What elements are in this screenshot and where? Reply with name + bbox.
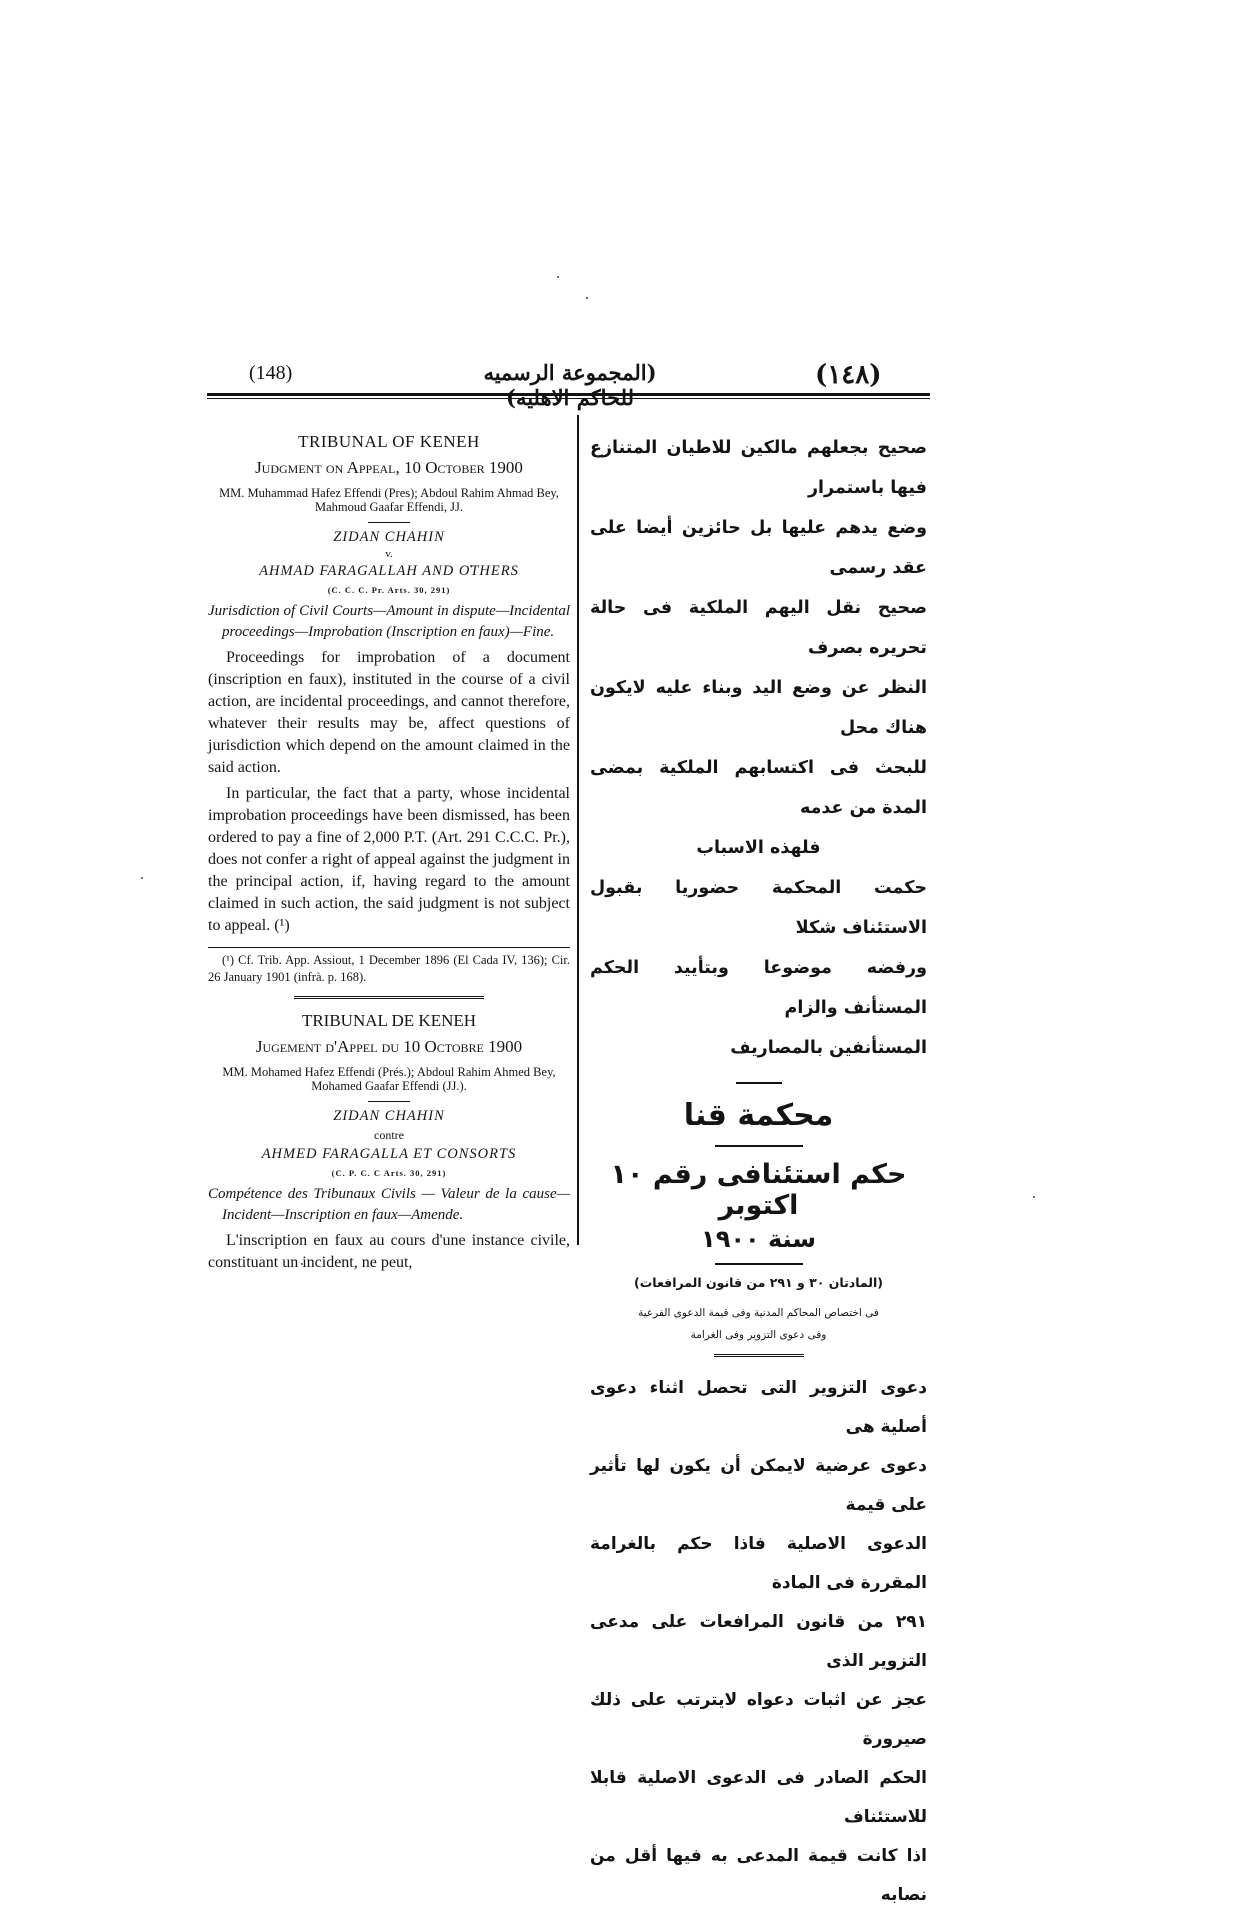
headnote-english: Jurisdiction of Civil Courts—Amount in dispute—Incidental proceedings—Improbation (Inscription en faux)—Fine. (208, 603, 570, 640)
arabic-prev-line: صحيح نقل اليهم الملكية فى حالة تحريره بصرف (590, 598, 927, 658)
scan-speck (1033, 1196, 1035, 1198)
page-number-arabic: (١٤٨) (815, 360, 882, 390)
judgment-date-english: Judgment on Appeal, 10 October 1900 (255, 458, 523, 477)
scan-speck (141, 877, 143, 879)
arabic-subject-2: وفى دعوى التزوير وفى الغرامة (690, 1329, 827, 1341)
arabic-court-title: محكمة قنا (683, 1098, 834, 1133)
contre: contre (374, 1128, 404, 1142)
arabic-prev-line: صحيح بجعلهم مالكين للاطيان المتنازع فيها باستمرار (590, 438, 927, 498)
arabic-rule (715, 1145, 803, 1147)
header-rule (207, 393, 930, 396)
right-column-arabic (590, 428, 927, 1915)
scan-speck (557, 276, 559, 278)
left-column (208, 432, 570, 1274)
paragraph-2-english: In particular, the fact that a party, whose incidental improbation proceedings have been dismissed, has been ordered to pay a fine of 2,000 P.T. (Art. 291 C.C.C. Pr.), does not confer a right of appeal against the judgment in the principal action, if, having regard to the amount claimed in such action, the said judgment is not subject to appeal. (¹) (208, 785, 570, 934)
running-head: (المجموعة الرسميه للحاكم الاهليه) (483, 360, 657, 410)
footnote: (¹) Cf. Trib. App. Assiout, 1 December 1896 (El Cada IV, 136); Cir. 26 January 1901 (infrà. p. 168). (208, 947, 570, 986)
arabic-ruling-line: حكمت المحكمة حضوريا بقبول الاستئناف شكلا (590, 878, 927, 938)
articles-english: (C. C. C. Pr. Arts. 30, 291) (327, 585, 451, 595)
party-respondent-english: AHMAD FARAGALLAH AND OTHERS (259, 563, 519, 579)
arabic-body-line: ٢٩١ من قانون المرافعات على مدعى التزوير الذى (590, 1612, 927, 1671)
court-title-french: TRIBUNAL DE KENEH (301, 1011, 477, 1030)
short-rule (368, 522, 410, 523)
arabic-ruling-line: ورفضه موضوعا وبتأييد الحكم المستأنف والزام (590, 958, 927, 1018)
arabic-body-line: عجز عن اثبات دعواه لايترتب على ذلك صيرورة (590, 1690, 927, 1749)
arabic-body-line: دعوى عرضية لايمكن أن يكون لها تأثير على قيمة (590, 1456, 927, 1515)
paragraph-1-french: L'inscription en faux au cours d'une instance civile, constituant un incident, ne peut, (208, 1232, 570, 1271)
arabic-prev-line: للبحث فى اكتسابهم الملكية بمضى المدة من عدمه (590, 758, 927, 818)
page-number-latin: (148) (249, 362, 293, 384)
arabic-body-line: دعوى التزوير التى تحصل اثناء دعوى أصلية هى (590, 1378, 927, 1437)
judgment-date-french: Jugement d'Appel du 10 Octobre 1900 (255, 1037, 523, 1056)
judges-french: MM. Mohamed Hafez Effendi (Prés.); Abdoul Rahim Ahmed Bey, Mohamed Gaafar Effendi (JJ.). (222, 1065, 556, 1093)
arabic-prev-line: النظر عن وضع اليد وبناء عليه لايكون هناك محل (590, 678, 927, 738)
judges-english: MM. Muhammad Hafez Effendi (Pres); Abdoul Rahim Ahmad Bey, Mahmoud Gaafar Effendi, JJ. (219, 486, 559, 514)
arabic-rule (715, 1263, 803, 1265)
arabic-subject-1: فى اختصاص المحاكم المدنية وفى قيمة الدعوى الفرعية (638, 1307, 879, 1319)
arabic-prev-line: وضع يدهم عليها بل حائزين أيضا على عقد رسمى (590, 518, 927, 578)
party-appellant-english: ZIDAN CHAHIN (333, 529, 445, 545)
column-divider (577, 415, 579, 1245)
arabic-body-line: اذا كانت قيمة المدعى به فيها أقل من نصابه (590, 1846, 927, 1905)
versus: v. (385, 548, 393, 560)
arabic-body (590, 1369, 927, 1915)
paragraph-1-english: Proceedings for improbation of a document (inscription en faux), instituted in the course of a civil action, are incidental proceedings, and cannot therefore, whatever their results may be, affect questions of jurisdiction which depend on the amount claimed in the said action. (208, 649, 570, 776)
arabic-ruling-line: المستأنفين بالمصاريف (730, 1038, 927, 1058)
arabic-section-rule (714, 1354, 804, 1359)
section-rule (294, 996, 484, 1001)
arabic-appeal-title: حكم استئنافى رقم ١٠ اكتوبر (610, 1159, 907, 1221)
scan-speck (586, 297, 588, 299)
party-appellant-french: ZIDAN CHAHIN (333, 1108, 445, 1124)
short-rule (368, 1101, 410, 1102)
articles-french: (C. P. C. C Arts. 30, 291) (331, 1168, 447, 1178)
arabic-body-line: الحكم الصادر فى الدعوى الاصلية قابلا للاستئناف (590, 1768, 927, 1827)
party-respondent-french: AHMED FARAGALLA ET CONSORTS (261, 1146, 517, 1162)
headnote-french: Compétence des Tribunaux Civils — Valeur de la cause—Incident—Inscription en faux—Amende. (208, 1186, 570, 1223)
court-title-english: TRIBUNAL OF KENEH (298, 432, 480, 451)
arabic-articles: (المادتان ٣٠ و ٢٩١ من قانون المرافعات) (634, 1275, 883, 1290)
arabic-body-line: الدعوى الاصلية فاذا حكم بالغرامة المقررة فى المادة (590, 1534, 927, 1593)
arabic-rule (736, 1082, 782, 1084)
arabic-for-these-reasons: فلهذه الاسباب (696, 838, 821, 858)
header-rule-thin (207, 398, 930, 399)
arabic-year: سنة ١٩٠٠ (701, 1225, 816, 1253)
